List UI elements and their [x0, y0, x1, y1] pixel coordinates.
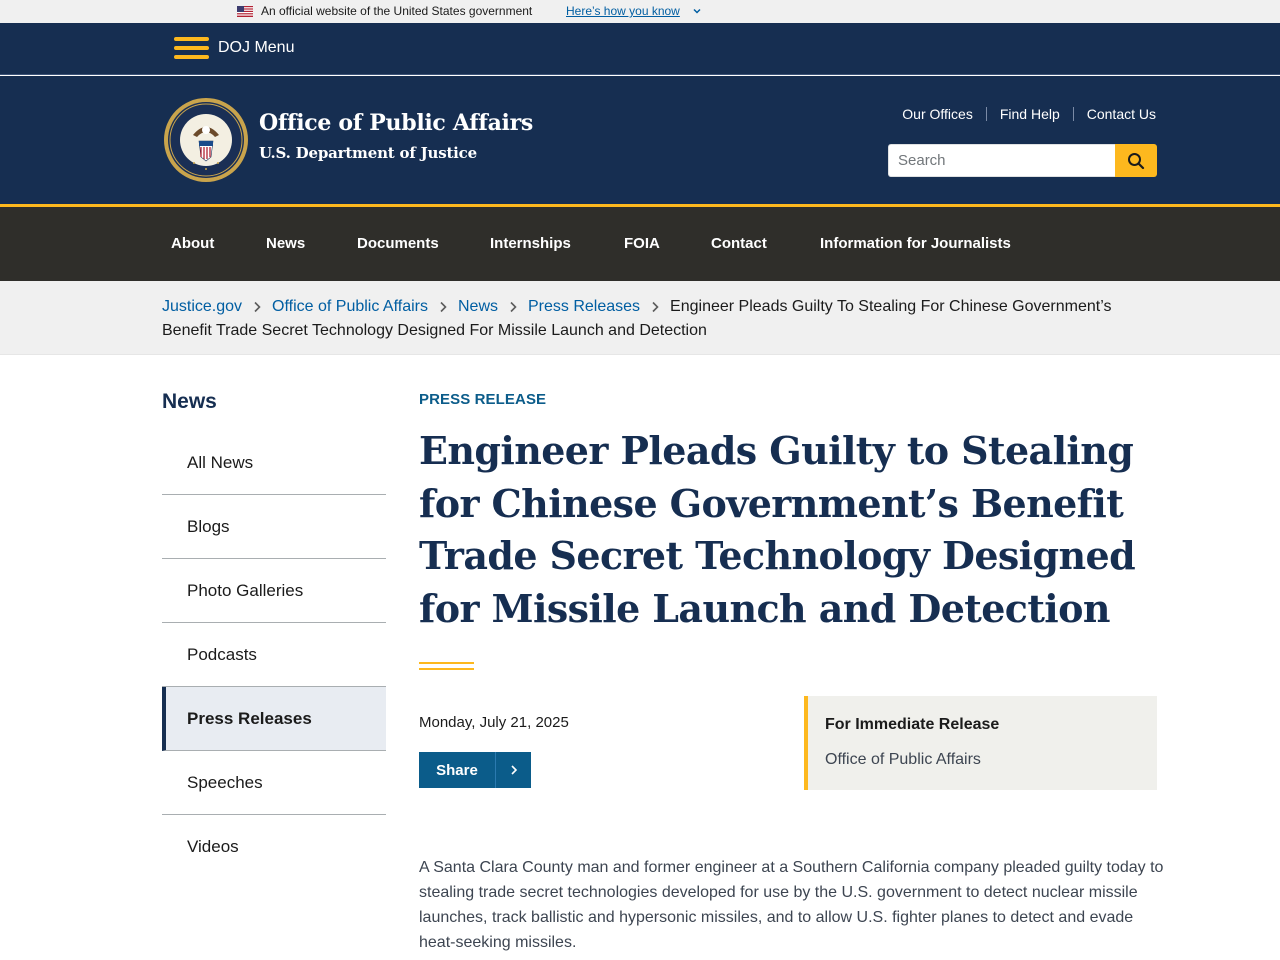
- sidebar-item-label: Press Releases: [187, 709, 312, 728]
- doj-menu-button[interactable]: [174, 34, 294, 62]
- contact-us-link[interactable]: Contact Us: [1086, 106, 1156, 122]
- breadcrumb-chevron-icon: [651, 301, 660, 313]
- nav-about[interactable]: About: [171, 235, 215, 252]
- breadcrumb-press-releases[interactable]: Press Releases: [528, 298, 641, 315]
- sidebar-item-speeches[interactable]: [162, 751, 386, 815]
- nav-news[interactable]: News: [266, 235, 306, 252]
- gov-banner: [0, 0, 1280, 23]
- search-button[interactable]: [1115, 144, 1157, 177]
- release-title: For Immediate Release: [825, 716, 1000, 733]
- article-headline: Engineer Pleads Guilty to Stealing for Chinese Government’s Benefit Trade Secret Technology Designed for Missile Launch and Detection: [419, 428, 1136, 631]
- sidebar-item-label: Photo Galleries: [187, 581, 304, 600]
- org-subtitle[interactable]: U.S. Department of Justice: [259, 144, 477, 162]
- menu-bar: [0, 23, 1280, 75]
- utility-divider: [986, 107, 987, 121]
- search-form: [888, 144, 1157, 177]
- sidebar-title: News: [162, 390, 217, 413]
- content-type-label: PRESS RELEASE: [419, 391, 547, 408]
- sidebar-item-press-releases[interactable]: [162, 687, 386, 751]
- sidebar-item-label: All News: [187, 453, 254, 472]
- breadcrumb-current-continued: Benefit Trade Secret Technology Designed For Missile Launch and Detection: [162, 322, 707, 339]
- release-office: Office of Public Affairs: [825, 751, 981, 768]
- breadcrumb: [0, 281, 1280, 355]
- sidebar-item-blogs[interactable]: [162, 495, 386, 559]
- utility-links: [902, 106, 1156, 122]
- breadcrumb-justice-gov[interactable]: Justice.gov: [162, 298, 243, 315]
- sidebar-item-videos[interactable]: [162, 815, 386, 879]
- release-info-box: [804, 696, 1157, 790]
- sidebar-item-all-news[interactable]: [162, 431, 386, 495]
- breadcrumb-current: Engineer Pleads Guilty To Stealing For Chinese Government’s: [670, 298, 1112, 315]
- doj-menu-label: DOJ Menu: [218, 39, 295, 56]
- our-offices-link[interactable]: Our Offices: [902, 106, 973, 122]
- utility-divider: [1073, 107, 1074, 121]
- share-button[interactable]: [419, 752, 531, 788]
- sidebar-nav: [162, 431, 386, 879]
- org-title[interactable]: Office of Public Affairs: [259, 110, 533, 136]
- article-date: Monday, July 21, 2025: [419, 714, 569, 731]
- sidebar-item-photo-galleries[interactable]: [162, 559, 386, 623]
- sidebar-item-label: Speeches: [187, 773, 263, 792]
- breadcrumb-chevron-icon: [253, 301, 262, 313]
- search-icon: [1127, 152, 1145, 170]
- sidebar-item-label: Blogs: [187, 517, 230, 536]
- site-header: [0, 76, 1280, 204]
- sidebar-item-label: Videos: [187, 837, 239, 856]
- sidebar-item-label: Podcasts: [187, 645, 257, 664]
- how-you-know-link[interactable]: Here’s how you know: [566, 4, 680, 18]
- breadcrumb-chevron-icon: [439, 301, 448, 313]
- find-help-link[interactable]: Find Help: [999, 106, 1060, 122]
- nav-internships[interactable]: Internships: [490, 235, 571, 252]
- headline-divider: [419, 662, 474, 670]
- share-label: Share: [436, 761, 478, 779]
- official-site-text: An official website of the United States government: [261, 4, 533, 18]
- chevron-right-icon: [509, 764, 519, 776]
- breadcrumb-chevron-icon: [509, 301, 518, 313]
- breadcrumb-office-of-public-affairs[interactable]: Office of Public Affairs: [272, 298, 428, 315]
- nav-information-for-journalists[interactable]: Information for Journalists: [820, 235, 1011, 252]
- search-input[interactable]: [888, 144, 1115, 177]
- nav-documents[interactable]: Documents: [357, 235, 439, 252]
- nav-contact[interactable]: Contact: [711, 235, 767, 252]
- primary-nav: [0, 204, 1280, 281]
- article-body: A Santa Clara County man and former engineer at a Southern California company pleaded guilty today to stealing trade secret technologies developed for use by the U.S. government to detect nuclear missile launches, track ballistic and hypersonic missiles, and to allow U.S. fighter planes to detect and evade heat-seeking missiles.: [419, 859, 1164, 951]
- sidebar-item-podcasts[interactable]: [162, 623, 386, 687]
- breadcrumb-news[interactable]: News: [457, 298, 498, 315]
- nav-foia[interactable]: FOIA: [624, 235, 660, 252]
- doj-seal-logo[interactable]: [163, 97, 249, 183]
- hamburger-icon: [174, 36, 209, 60]
- chevron-down-icon[interactable]: [692, 6, 702, 16]
- us-flag-icon: [237, 6, 253, 17]
